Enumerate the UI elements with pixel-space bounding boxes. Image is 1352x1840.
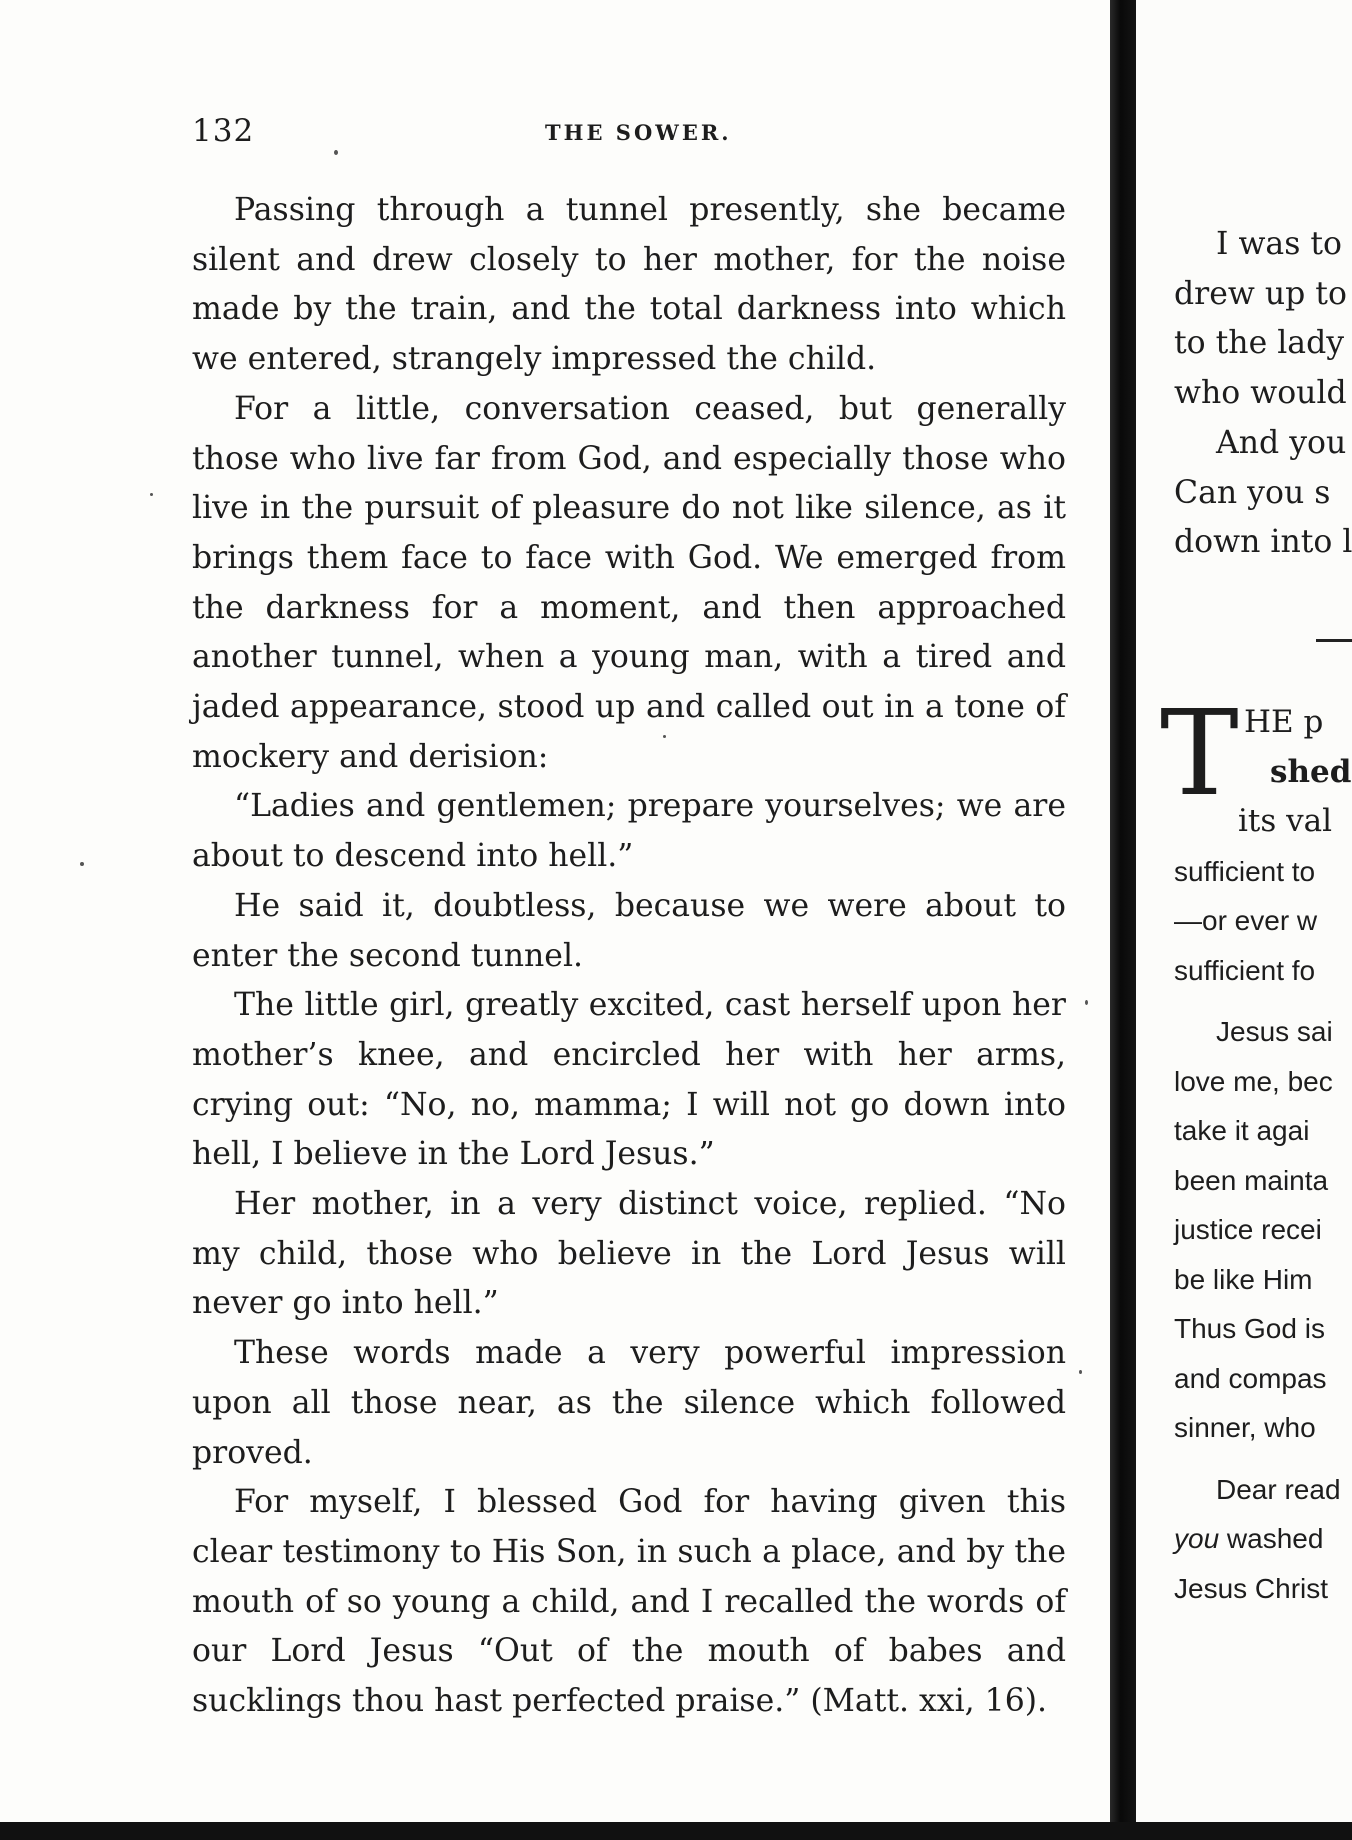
text-line: Thus God is: [1174, 1313, 1325, 1344]
text-line: take it agai: [1174, 1115, 1310, 1146]
text-line: who would: [1174, 375, 1347, 412]
emphasis: you: [1174, 1523, 1220, 1554]
text-line: And you: [1216, 424, 1347, 461]
text-line: its val: [1238, 803, 1333, 839]
text-line: been mainta: [1174, 1164, 1329, 1196]
text-line: Jesus sai: [1216, 1016, 1333, 1047]
text-line: down into l: [1174, 524, 1352, 561]
text-line: Jesus Christ: [1174, 1572, 1329, 1604]
paragraph: Her mother, in a very distinct voice, replied. “No my child, those who believe in the Lord Jesus will never go into hell.”: [192, 1186, 1066, 1322]
right-page: [1136, 0, 1352, 1840]
text-line: [1174, 1514, 1352, 1564]
text-line: sinner, who: [1174, 1412, 1316, 1443]
running-head: THE SOWER.: [545, 120, 732, 145]
text-line: love me, bec: [1174, 1065, 1333, 1097]
paragraph: These words made a very powerful impression upon all those near, as the silence which followed proved.: [192, 1335, 1066, 1471]
print-speck: [80, 862, 84, 866]
text-line: Dear read: [1216, 1473, 1341, 1505]
text-line: sufficient fo: [1174, 954, 1316, 986]
drop-cap: T: [1160, 684, 1239, 822]
text-line: —or ever w: [1174, 905, 1318, 936]
print-speck: [1079, 1370, 1082, 1374]
print-speck: [663, 735, 666, 738]
text-line: and compas: [1174, 1362, 1327, 1394]
print-speck: [334, 150, 338, 155]
section-divider: [1316, 639, 1352, 642]
paragraph: “Ladies and gentlemen; prepare yourselves; we are about to descend into hell.”: [192, 788, 1066, 875]
paragraph: He said it, doubtless, because we were about to enter the second tunnel.: [192, 887, 1066, 974]
text-line: I was to: [1216, 226, 1342, 262]
right-page-text-top: [1174, 220, 1352, 568]
text-line: Can you s: [1174, 474, 1331, 511]
text-line: drew up to: [1174, 275, 1347, 312]
paragraph: Passing through a tunnel presently, she became silent and drew closely to her mother, for the noise made by the train, and the total darkness into which we entered, strangely impressed the child.: [192, 192, 1066, 378]
body-text: [192, 186, 1066, 1727]
scripture-reference: (Matt. xxi, 16).: [810, 1683, 1048, 1720]
text-line: be like Him: [1174, 1263, 1313, 1295]
paragraph: The little girl, greatly excited, cast herself upon her mother’s knee, and encircled her with her arms, crying out: “No, no, mamma; I will not go down into hell, I believe in the Lord Jesus.”: [192, 987, 1066, 1173]
book-gutter: [1110, 0, 1136, 1840]
paragraph-last: [192, 1478, 1066, 1727]
print-speck: [1085, 1000, 1088, 1005]
text-line: to the lady: [1174, 325, 1345, 362]
scan-bottom-edge: [0, 1822, 1352, 1840]
text-fragment: washed: [1219, 1523, 1324, 1554]
paragraph-text: For myself, I blessed God for having given this clear testimony to His Son, in such a place, and by the mouth of so young a child, and I recalled the words of our Lord Jesus “Out of the mouth of babes and sucklings thou hast perfected praise.”: [192, 1484, 1066, 1720]
text-line: justice recei: [1174, 1214, 1322, 1245]
print-speck: [150, 493, 153, 496]
paragraph: For a little, conversation ceased, but generally those who live far from God, and especially those who live in the pursuit of pleasure do not like silence, as it brings them face to face with God. We emerged from the darkness for a moment, and then approached another tunnel, when a young man, with a tired and jaded appearance, stood up and called out in a tone of mockery and derision:: [192, 390, 1066, 775]
right-page-section: [1174, 698, 1352, 1613]
text-line: shed: [1270, 753, 1352, 790]
text-line: HE p: [1244, 704, 1324, 740]
page-number: 132: [192, 113, 255, 149]
text-line: sufficient to: [1174, 855, 1316, 887]
